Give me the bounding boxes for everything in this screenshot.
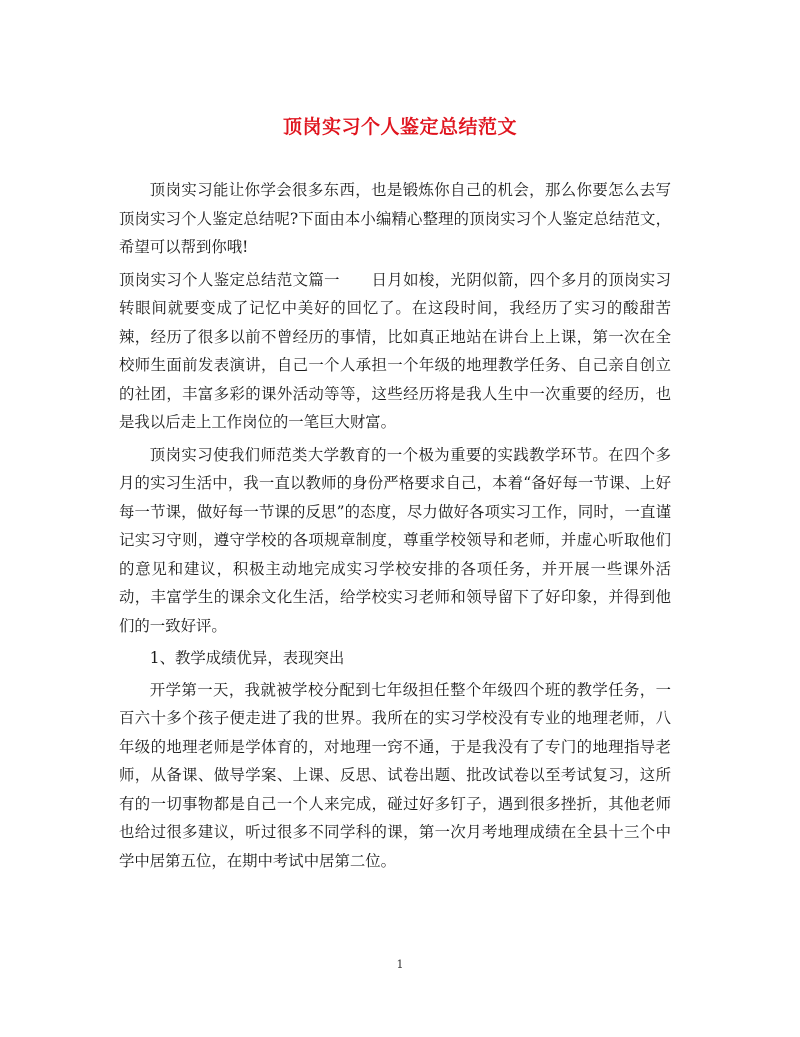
section-heading: 1、教学成绩优异，表现突出 — [149, 649, 345, 667]
document-title: 顶岗实习个人鉴定总结范文 — [282, 116, 517, 138]
body-paragraph-3: 开学第一天，我就被学校分配到七年级担任整个年级四个班的教学任务，一百六十多个孩子便走进了我的世界。我所在的实习学校没有专业的地理老师，八年级的地理老师是学体育的，对地理一窍不通，于是我没有了专门的地理指导老师，从备课、做导学案、上课、反思、试卷出题、批改试卷以至考试复习，这所有的一切事物都是自己一个人来完成，碰过好多钉子，遇到很多挫折，其他老师也给过很多建议，听过很多不同学科的课，第一次月考地理成绩在全县十三个中学中居第五位，在期中考试中居第二位。 — [119, 680, 671, 870]
document-body — [119, 176, 671, 875]
page-number: 1 — [396, 958, 404, 971]
intro-paragraph: 顶岗实习能让你学会很多东西，也是锻炼你自己的机会，那么你要怎么去写顶岗实习个人鉴定总结呢?下面由本小编精心整理的顶岗实习个人鉴定总结范文，希望可以帮到你哦! — [119, 181, 671, 256]
body-paragraph-2: 顶岗实习使我们师范类大学教育的一个极为重要的实践教学环节。在四个多月的实习生活中，我一直以教师的身份严格要求自己，本着“备好每一节课、上好每一节课，做好每一节课的反思”的态度，尽力做好各项实习工作，同时，一直谨记实习守则，遵守学校的各项规章制度，尊重学校领导和老师，并虚心听取他们的意见和建议，积极主动地完成实习学校安排的各项任务，并开展一些课外活动，丰富学生的课余文化生活，给学校实习老师和领导留下了好印象，并得到他们的一致好评。 — [119, 445, 671, 635]
body-paragraph-1: 顶岗实习个人鉴定总结范文篇一 日月如梭，光阴似箭，四个多月的顶岗实习转眼间就要变成了记忆中美好的回忆了。在这段时间，我经历了实习的酸甜苦辣，经历了很多以前不曾经历的事情，比如真正地站在讲台上上课，第一次在全校师生面前发表演讲，自己一个人承担一个年级的地理教学任务、自己亲自创立的社团，丰富多彩的课外活动等等，这些经历将是我人生中一次重要的经历，也是我以后走上工作岗位的一笔巨大财富。 — [119, 270, 671, 431]
